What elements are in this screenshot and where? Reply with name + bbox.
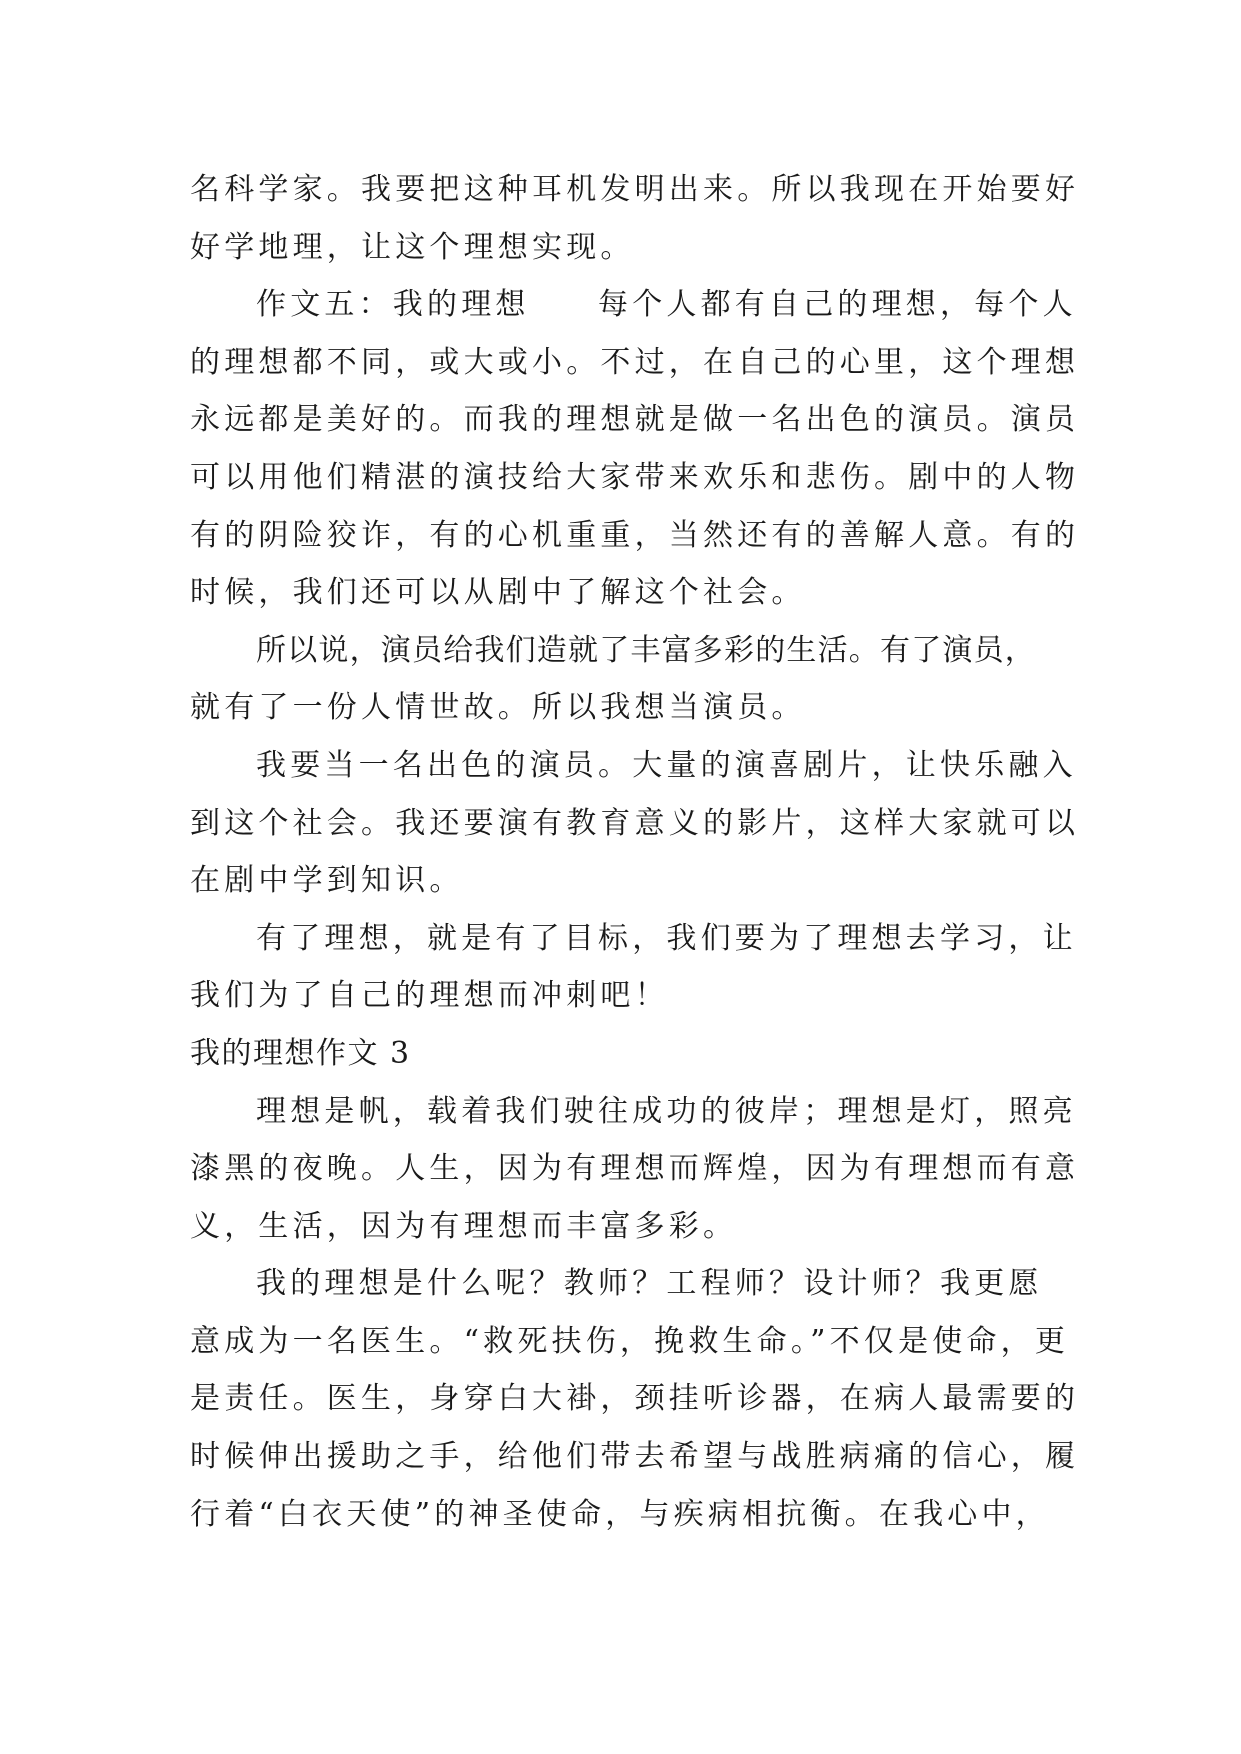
- paragraph-start-line: 我要当一名出色的演员。大量的演喜剧片，让快乐融入: [256, 747, 1077, 783]
- text-line: 义，生活，因为有理想而丰富多彩。: [190, 1208, 738, 1244]
- text-line: 永远都是美好的。而我的理想就是做一名出色的演员。演员: [190, 402, 1080, 438]
- paragraph-start-line: 我的理想是什么呢？教师？工程师？设计师？我更愿: [256, 1266, 1043, 1302]
- text-line: 就有了一份人情世故。所以我想当演员。: [190, 690, 806, 726]
- text-line: 的理想都不同，或大或小。不过，在自己的心里，这个理想: [190, 344, 1080, 380]
- text-line: 到这个社会。我还要演有教育意义的影片，这样大家就可以: [190, 805, 1080, 841]
- paragraph-start-line: 有了理想，就是有了目标，我们要为了理想去学习，让: [256, 920, 1077, 956]
- text-line: 在剧中学到知识。: [190, 863, 464, 899]
- essay-text: [190, 161, 1080, 1543]
- text-line: 时候伸出援助之手，给他们带去希望与战胜病痛的信心，履: [190, 1439, 1080, 1475]
- essay-title: 我的理想作文 3: [190, 1035, 411, 1071]
- text-line: 我们为了自己的理想而冲刺吧！: [190, 978, 669, 1014]
- paragraph-start-line: 所以说，演员给我们造就了丰富多彩的生活。有了演员，: [256, 632, 1036, 668]
- text-line: 可以用他们精湛的演技给大家带来欢乐和悲伤。剧中的人物: [190, 459, 1080, 495]
- text-line: 名科学家。我要把这种耳机发明出来。所以我现在开始要好: [190, 172, 1080, 207]
- text-line: 漆黑的夜晚。人生，因为有理想而辉煌，因为有理想而有意: [190, 1151, 1080, 1187]
- text-line: 时候，我们还可以从剧中了解这个社会。: [190, 575, 806, 611]
- section-heading-line: 作文五：我的理想 每个人都有自己的理想，每个人: [256, 287, 1077, 323]
- text-line: 行着“白衣天使”的神圣使命，与疾病相抗衡。在我心中，: [190, 1496, 1050, 1532]
- text-line: 有的阴险狡诈，有的心机重重，当然还有的善解人意。有的: [190, 517, 1080, 553]
- text-line: 是责任。医生，身穿白大褂，颈挂听诊器，在病人最需要的: [190, 1381, 1080, 1417]
- text-line: 好学地理，让这个理想实现。: [190, 229, 635, 265]
- paragraph-start-line: 理想是帆，载着我们驶往成功的彼岸；理想是灯，照亮: [256, 1093, 1077, 1129]
- text-line: 意成为一名医生。“救死扶伤，挽救生命。”不仅是使命，更: [190, 1323, 1070, 1359]
